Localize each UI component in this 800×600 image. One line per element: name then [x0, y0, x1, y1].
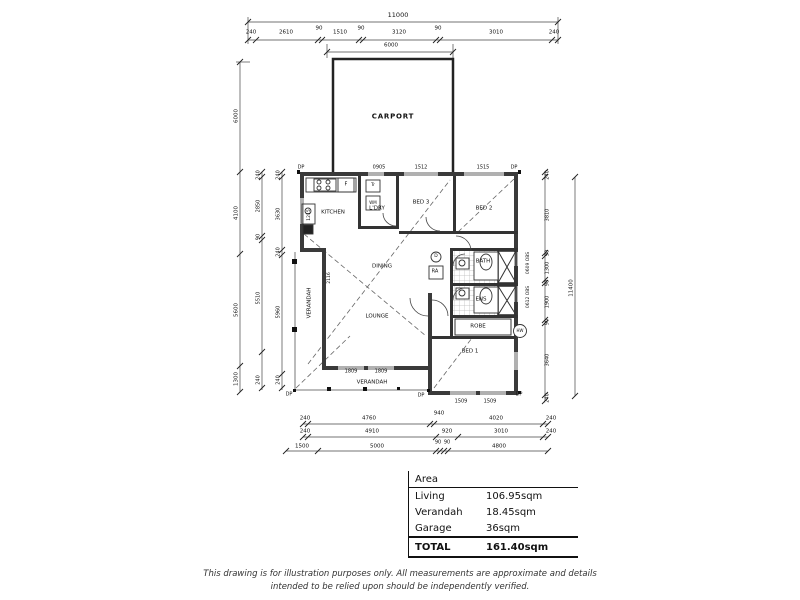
room-label-verandah-side: VERANDAH — [306, 287, 313, 319]
room-label-verandah-bottom: VERANDAH — [356, 379, 388, 386]
fixture-label-washer: WM — [369, 200, 377, 205]
dp-label: DP — [285, 391, 293, 398]
dim-label: 240 — [275, 170, 282, 180]
dim-label: 90 — [357, 25, 365, 32]
room-label-bed1: BED 1 — [461, 348, 479, 355]
dim-label: 5000 — [370, 443, 384, 450]
dim-label: 4100 — [233, 206, 240, 220]
dim-label: 1900 — [544, 295, 551, 309]
dim-label: 920 — [441, 428, 453, 435]
dim-label: 1500 — [295, 443, 309, 450]
room-label-robe: ROBE — [470, 323, 486, 330]
area-row-label: Living — [415, 490, 445, 502]
dim-label: 1300 — [544, 261, 551, 275]
fixture-label-trough: Tr — [371, 182, 375, 188]
area-row-label: Verandah — [415, 506, 463, 518]
table-row — [409, 488, 578, 504]
dim-label: 6000 — [233, 109, 240, 123]
dim-label: 4020 — [489, 415, 503, 422]
dim-label: 3120 — [392, 29, 406, 36]
fixture-label-detector: D — [434, 253, 438, 259]
dimension-tick-marks — [237, 19, 578, 454]
area-row-value: 36sqm — [486, 522, 521, 534]
dim-label: 240 — [275, 375, 282, 385]
dim-label: 90 — [315, 25, 323, 32]
dim-label: 240 — [255, 170, 262, 180]
room-label-carport: CARPORT — [371, 112, 415, 121]
fixture-label-return-air: RA — [431, 268, 439, 275]
dim-label: 6000 — [384, 42, 398, 49]
room-label-bath: BATH — [475, 258, 491, 265]
dim-label: 11000 — [387, 10, 409, 19]
room-label-lounge: LOUNGE — [365, 313, 389, 320]
window-code: 1515 — [476, 164, 490, 171]
area-row-label: Garage — [415, 522, 452, 534]
fixture-label-fridge: F — [344, 181, 348, 188]
dim-label: 240 — [275, 247, 282, 257]
window-code: 1509 — [454, 398, 468, 405]
area-row-value: 106.95sqm — [486, 490, 543, 502]
dp-label: DP — [417, 392, 425, 399]
dp-label: DP — [515, 391, 523, 398]
disclaimer-line-2: intended to be relied upon should be independently verified. — [270, 581, 530, 592]
disclaimer — [0, 568, 800, 594]
dim-label: 1510 — [333, 29, 347, 36]
window-code: 0612 OBS — [525, 285, 531, 309]
dim-label: 240 — [255, 375, 262, 385]
area-table-header-label: Area — [415, 473, 439, 485]
fixture-label-hot-water: HW — [516, 328, 524, 333]
dim-label: 240 — [299, 415, 311, 422]
room-label-dining: DINING — [372, 263, 392, 270]
dp-label: DP — [510, 164, 518, 171]
dim-label: 1215 — [306, 209, 312, 221]
dim-label: 240 — [544, 170, 551, 180]
room-label-laundry: L'DRY — [369, 205, 385, 212]
dp-label: DP — [297, 164, 305, 171]
window-code: 1809 — [374, 368, 388, 375]
dim-label: 4910 — [365, 428, 379, 435]
disclaimer-line-1: This drawing is for illustration purposes only. All measurements are approximate and details — [203, 569, 597, 579]
dim-label: 2116 — [326, 272, 332, 284]
dim-label: 11400 — [568, 279, 575, 297]
dim-label: 240 — [548, 29, 560, 36]
window-code: 1509 — [483, 398, 497, 405]
dim-label: 3640 — [544, 353, 551, 367]
dim-label: 3010 — [494, 428, 508, 435]
dim-label: 5510 — [255, 291, 262, 305]
area-table-header — [409, 471, 578, 488]
dim-label: 90 — [544, 249, 551, 257]
dim-label: 90 — [255, 233, 262, 241]
total-value: 161.40sqm — [486, 541, 549, 553]
area-row-value: 18.45sqm — [486, 506, 536, 518]
dim-label: 90 — [544, 279, 551, 287]
dim-label: 2610 — [279, 29, 293, 36]
dim-label: 940 — [433, 410, 445, 417]
window-code: 0609 OBS — [525, 251, 531, 275]
room-label-bed3: BED 3 — [412, 199, 430, 206]
window-code: 0905 — [372, 164, 386, 171]
table-row — [409, 504, 578, 520]
dim-label: 90 — [443, 439, 451, 446]
dim-label: 3630 — [275, 207, 282, 221]
area-table-total-row — [409, 536, 578, 558]
room-label-bed2: BED 2 — [475, 205, 493, 212]
table-row — [409, 520, 578, 536]
dim-label: 90 — [544, 318, 551, 326]
dim-label: 5600 — [233, 303, 240, 317]
dim-label: 3010 — [489, 29, 503, 36]
dim-label: 4760 — [362, 415, 376, 422]
room-label-ens: ENS — [475, 296, 487, 303]
window-code: 1512 — [414, 164, 428, 171]
verandah-outline — [292, 252, 430, 391]
dim-label: 240 — [544, 393, 551, 403]
room-label-kitchen: KITCHEN — [321, 209, 345, 216]
dim-label: 240 — [545, 415, 557, 422]
total-label: TOTAL — [415, 541, 451, 553]
dim-label: 240 — [545, 428, 557, 435]
dim-label: 240 — [299, 428, 311, 435]
dim-label: 2850 — [255, 199, 262, 213]
area-table — [408, 471, 578, 558]
dim-label: 4800 — [492, 443, 506, 450]
dim-label: 1300 — [233, 372, 240, 386]
dim-label: 90 — [434, 439, 442, 446]
window-code: 1809 — [344, 368, 358, 375]
dim-label: 5960 — [275, 305, 282, 319]
dim-label: 240 — [245, 29, 257, 36]
dim-label: 90 — [434, 25, 442, 32]
dim-label: 3810 — [544, 208, 551, 222]
